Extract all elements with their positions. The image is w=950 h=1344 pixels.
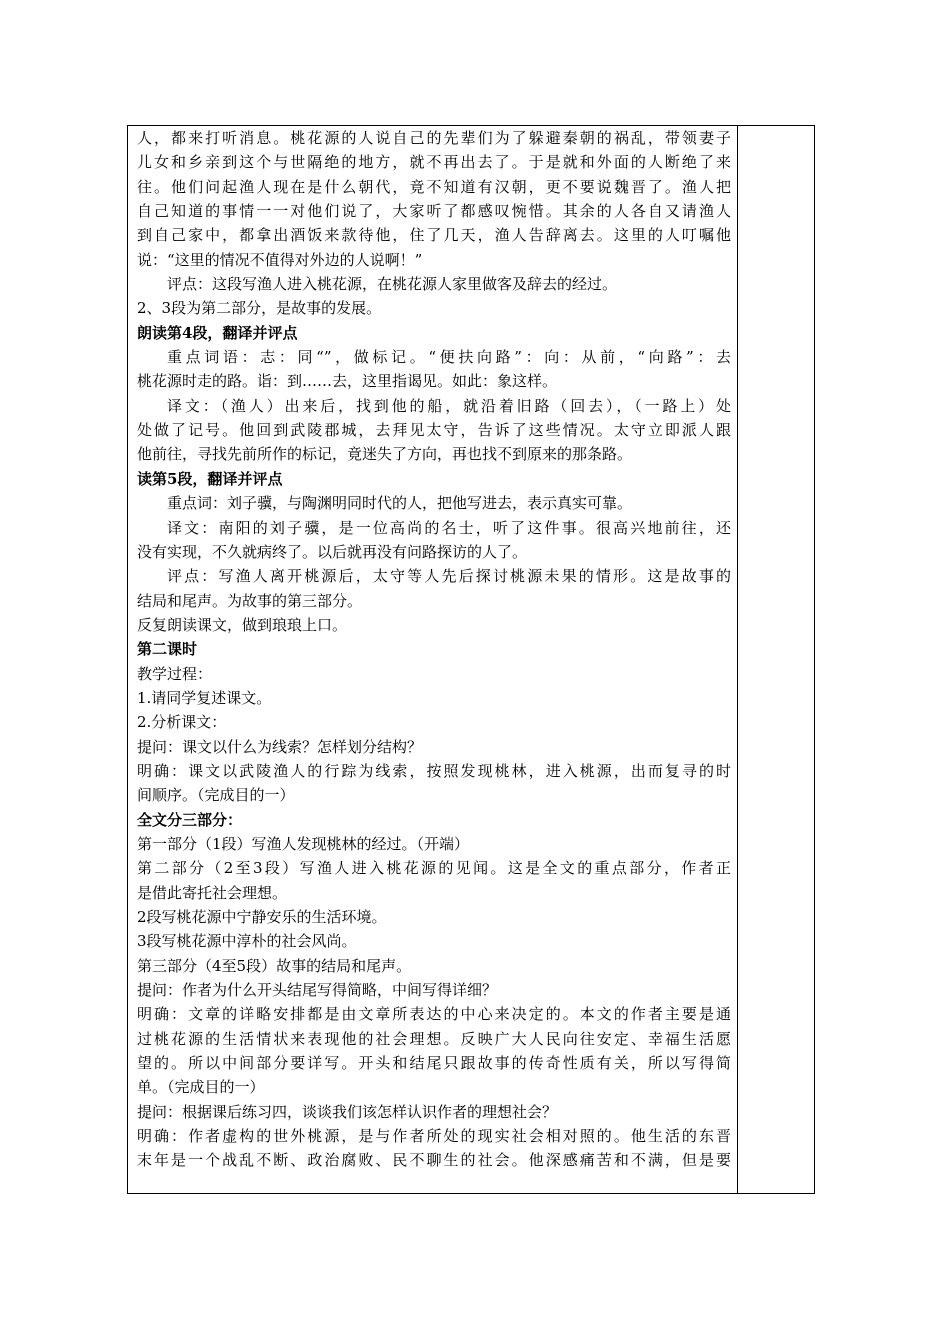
notes-cell: [738, 126, 814, 1193]
text-line: 儿女和乡亲到这个与世隔绝的地方，就不再出去了。于是就和外面的人断绝了来: [137, 153, 731, 172]
text-line: 重点词语：志：同“”，做标记。“便扶向路”：向：从前，“向路”：去: [167, 348, 731, 367]
text-line: 他前往，寻找先前所作的标记，竟迷失了方向，再也找不到原来的那条路。: [137, 445, 633, 464]
text-line: 说：“这里的情况不值得对外边的人说啊！”: [137, 250, 423, 269]
text-line: 自己知道的事情一一对他们说了，大家听了都感叹惋惜。其余的人各自又请渔人: [137, 202, 731, 221]
text-line: 2段写桃花源中宁静安乐的生活环境。: [137, 908, 387, 926]
text-line: 提问：作者为什么开头结尾写得简略，中间写得详细？: [137, 981, 498, 1000]
lesson-text: [137, 126, 731, 1173]
text-line: 译文：（渔人）出来后，找到他的船，就沿着旧路（回去），（一路上）处: [167, 396, 731, 415]
text-line: 评点：这段写渔人进入桃花源，在桃花源人家里做客及辞去的经过。: [167, 275, 618, 294]
text-line: 明确：文章的详略安排都是由文章所表达的中心来决定的。本文的作者主要是通: [137, 1005, 731, 1024]
text-line: 人，都来打听消息。桃花源的人说自己的先辈们为了躲避秦朝的祸乱，带领妻子: [137, 129, 731, 147]
text-line: 2.分析课文：: [137, 713, 227, 732]
text-line: 明确：课文以武陵渔人的行踪为线索，按照发现桃林，进入桃源，出而复寻的时: [137, 761, 731, 780]
text-line: 1.请同学复述课文。: [137, 688, 272, 707]
text-line: 末年是一个战乱不断、政治腐败、民不聊生的社会。他深感痛苦和不满，但是要: [137, 1151, 731, 1170]
text-line: 2、3段为第二部分，是故事的发展。: [137, 299, 382, 318]
text-line: 单。（完成目的一）: [137, 1078, 265, 1097]
text-line: 没有实现，不久就病终了。以后就再没有问路探访的人了。: [137, 542, 528, 561]
text-line: 第二部分（2至3段）写渔人进入桃花源的见闻。这是全文的重点部分，作者正: [137, 859, 731, 878]
section-heading: 第二课时: [137, 640, 198, 659]
main-content-cell: [128, 126, 738, 1193]
subheading: 朗读第4段，翻译并评点: [137, 323, 298, 342]
text-line: 到自己家中，都拿出酒饭来款待他，住了几天，渔人告辞离去。这里的人叮嘱他: [137, 226, 731, 245]
text-line: 过桃花源的生活情状来表现他的社会理想。反映广大人民向往安定、幸福生活愿: [137, 1029, 731, 1048]
text-line: 结局和尾声。为故事的第三部分。: [137, 591, 363, 610]
text-line: 提问：根据课后练习四，谈谈我们该怎样认识作者的理想社会？: [137, 1102, 558, 1121]
text-line: 处做了记号。他回到武陵郡城，去拜见太守，告诉了这些情况。太守立即派人跟: [137, 421, 731, 440]
subheading: 全文分三部分：: [137, 810, 243, 829]
text-line: 第一部分（1段）写渔人发现桃林的经过。（开端）: [137, 834, 470, 853]
text-line: 重点词：刘子骥，与陶渊明同时代的人，把他写进去，表示真实可靠。: [167, 494, 633, 513]
lesson-table: [127, 125, 815, 1194]
subheading: 读第5段，翻译并评点: [137, 469, 283, 488]
text-line: 是借此寄托社会理想。: [137, 883, 288, 902]
text-line: 反复朗读课文，做到琅琅上口。: [137, 615, 348, 634]
text-line: 提问：课文以什么为线索？怎样划分结构？: [137, 737, 423, 756]
text-line: 望的。所以中间部分要详写。开头和结尾只跟故事的传奇性质有关，所以写得简: [137, 1054, 731, 1073]
text-line: 教学过程：: [137, 664, 213, 683]
text-line: 第三部分（4至5段）故事的结局和尾声。: [137, 956, 412, 975]
text-line: 评点：写渔人离开桃源后，太守等人先后探讨桃源未果的情形。这是故事的: [167, 567, 731, 586]
text-line: 明确：作者虚构的世外桃源，是与作者所处的现实社会相对照的。他生活的东晋: [137, 1127, 731, 1146]
text-line: 往。他们问起渔人现在是什么朝代，竟不知道有汉朝，更不要说魏晋了。渔人把: [137, 177, 731, 196]
text-line: 译文：南阳的刘子骥，是一位高尚的名士，听了这件事。很高兴地前往，还: [167, 518, 731, 537]
text-line: 3段写桃花源中淳朴的社会风尚。: [137, 932, 357, 951]
text-line: 桃花源时走的路。诣：到……去，这里指谒见。如此：象这样。: [137, 372, 558, 391]
text-line: 间顺序。（完成目的一）: [137, 786, 295, 805]
